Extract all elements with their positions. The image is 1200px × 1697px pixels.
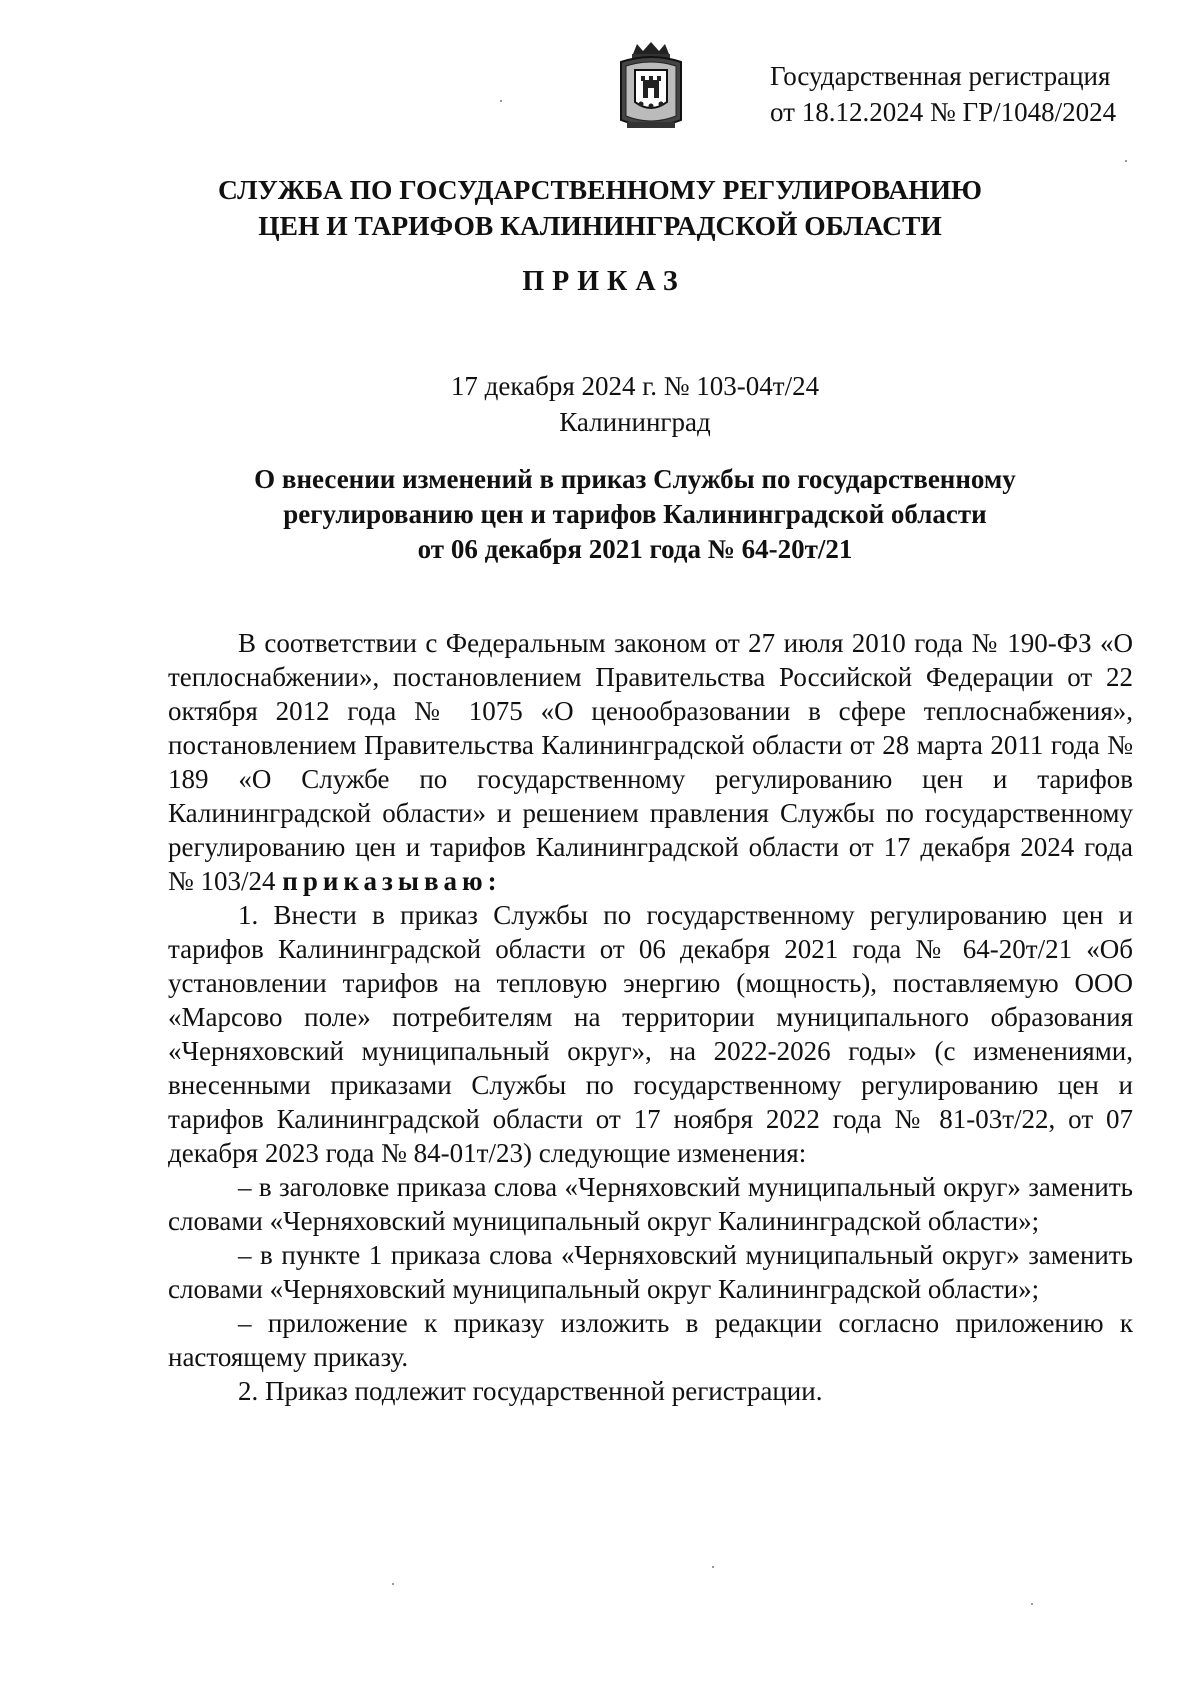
kaliningrad-coat-of-arms-icon [617, 40, 685, 132]
agency-name [0, 172, 1200, 244]
item-1-paragraph: 1. Внести в приказ Службы по государственному регулированию цен и тарифов Калининградской области от 06 декабря 2021 года № 64-20т/21 «Об установлении тарифов на тепловую энергию (мощность), поставляемую ООО «Марсово поле» потребителям на территории муниципального образования «Черняховский муниципальный округ», на 2022-2026 годы» (с изменениями, внесенными приказами Службы по государственному регулированию цен и тарифов Калининградской области от 17 ноября 2022 года № 81-03т/22, от 07 декабря 2023 года № 84-01т/23) следующие изменения: [168, 900, 1133, 1168]
order-body [168, 626, 1133, 1408]
preamble-text: В соответствии с Федеральным законом от 27 июля 2010 года № 190-ФЗ «О теплоснабжении», постановлением Правительства Российской Федерации от 22 октября 2012 года № 1075 «О ценообразовании в сфере теплоснабжения», постановлением Правительства Калининградской области от 28 марта 2011 года № 189 «О Службе по государственному регулированию цен и тарифов Калининградской области» и решением правления Службы по государственному регулированию цен и тарифов Калининградской области от 17 декабря 2024 года № 103/24 [168, 628, 1133, 896]
agency-line-1: СЛУЖБА ПО ГОСУДАРСТВЕННОМУ РЕГУЛИРОВАНИЮ [218, 174, 982, 205]
registration-line-2: от 18.12.2024 № ГР/1048/2024 [770, 97, 1117, 127]
preamble-paragraph [168, 626, 1133, 898]
scan-speck [500, 100, 502, 102]
dash-item-2: – в пункте 1 приказа слова «Черняховский муниципальный округ» заменить словами «Черняховский муниципальный округ Калининградской области»; [168, 1240, 1133, 1304]
order-city: Калининград [559, 407, 711, 437]
subject-line-3: от 06 декабря 2021 года № 64-20т/21 [417, 534, 853, 564]
scan-speck [1031, 1603, 1033, 1605]
agency-line-2: ЦЕН И ТАРИФОВ КАЛИНИНГРАДСКОЙ ОБЛАСТИ [258, 210, 942, 241]
dash-item-3: – приложение к приказу изложить в редакции согласно приложению к настоящему приказу. [168, 1308, 1133, 1372]
subject-line-1: О внесении изменений в приказ Службы по государственному [254, 464, 1016, 494]
dash-item-1: – в заголовке приказа слова «Черняховский муниципальный округ» заменить словами «Черняховский муниципальный округ Калининградской области»; [168, 1172, 1133, 1236]
scan-speck [392, 1583, 394, 1585]
registration-line-1: Государственная регистрация [770, 61, 1111, 91]
subject-line-2: регулированию цен и тарифов Калининградской области [283, 499, 987, 529]
order-subject [0, 462, 1200, 567]
order-title: ПРИКАЗ [522, 266, 686, 297]
item-2-paragraph: 2. Приказ подлежит государственной регистрации. [238, 1376, 823, 1406]
registration-stamp [770, 58, 1150, 130]
order-date-number: 17 декабря 2024 г. № 103-04т/24 [450, 371, 820, 401]
scan-speck [1125, 160, 1127, 162]
scan-speck [712, 1566, 714, 1568]
decree-word: приказываю: [282, 866, 502, 896]
